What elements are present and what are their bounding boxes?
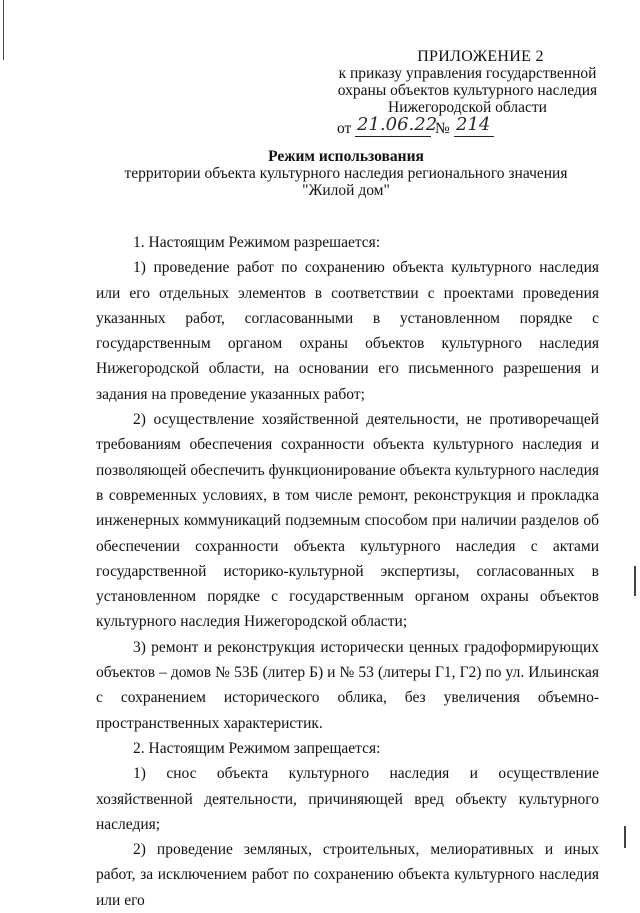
annex-line-2: охраны объектов культурного наследия [337,82,598,99]
date-underline [355,136,431,137]
annex-heading: ПРИЛОЖЕНИЕ 2 [417,48,544,65]
scan-edge-mark-right [634,566,636,596]
annex-line-3: Нижегородской области [388,99,547,116]
paragraph: 1) снос объекта культурного наследия и осуществление хозяйственной деятельности, причиняющей вред объекту культурного наследия; [96,765,599,833]
paragraph: 3) ремонт и реконструкция исторически ценных градоформирующих объектов – домов № 53Б (литер Б) и № 53 (литеры Г1, Г2) по ул. Ильинская с сохранением исторического облика, без увеличения объемно-пространственных характеристик. [96,638,599,732]
number-underline [454,136,494,137]
date-prefix: от [337,120,352,137]
scan-edge-mark-right-lower [624,826,626,848]
handwritten-number: 214 [456,114,491,135]
scan-edge-mark-left [3,0,4,60]
paragraph: 2) проведение земляных, строительных, мелиоративных и иных работ, за исключением работ по сохранению объекта культурного наследия или его [96,841,599,909]
paragraph: 2) осуществление хозяйственной деятельности, не противоречащей требованиям обеспечения сохранности объекта культурного наследия и позволяющей обеспечить функционирование объекта культурного наследия в современных условиях, в том числе ремонт, реконструкция и прокладка инженерных коммуникаций подземным способом при наличии разделов об обеспечении сохранности объекта культурного наследия с актами государственной историко-культурной экспертизы, согласованных в установленном порядке с государственным органом охраны объектов культурного наследия Нижегородской области; [96,411,599,631]
title-main: Режим использования [268,148,424,165]
paragraph: 1) проведение работ по сохранению объекта культурного наследия или его отдельных элементов в соответствии с проектами проведения указанных работ, согласованными в установленном порядке с государственным органом охраны объектов культурного наследия Нижегородской области, на основании его письменного разрешения и задания на проведение указанных работ; [96,259,599,403]
annex-header [330,48,605,116]
number-prefix: № [435,120,450,137]
order-date-number [337,116,497,140]
document-body [96,230,599,913]
title-line-2: территории объекта культурного наследия регионального значения [124,165,568,182]
annex-line-1: к приказу управления государственной [338,65,597,82]
handwritten-date: 21.06.22 [357,114,438,135]
paragraph: 2. Настоящим Режимом запрещается: [133,739,381,757]
title-line-3: "Жилой дом" [302,182,390,199]
paragraph: 1. Настоящим Режимом разрешается: [133,234,381,251]
document-title [96,148,596,199]
